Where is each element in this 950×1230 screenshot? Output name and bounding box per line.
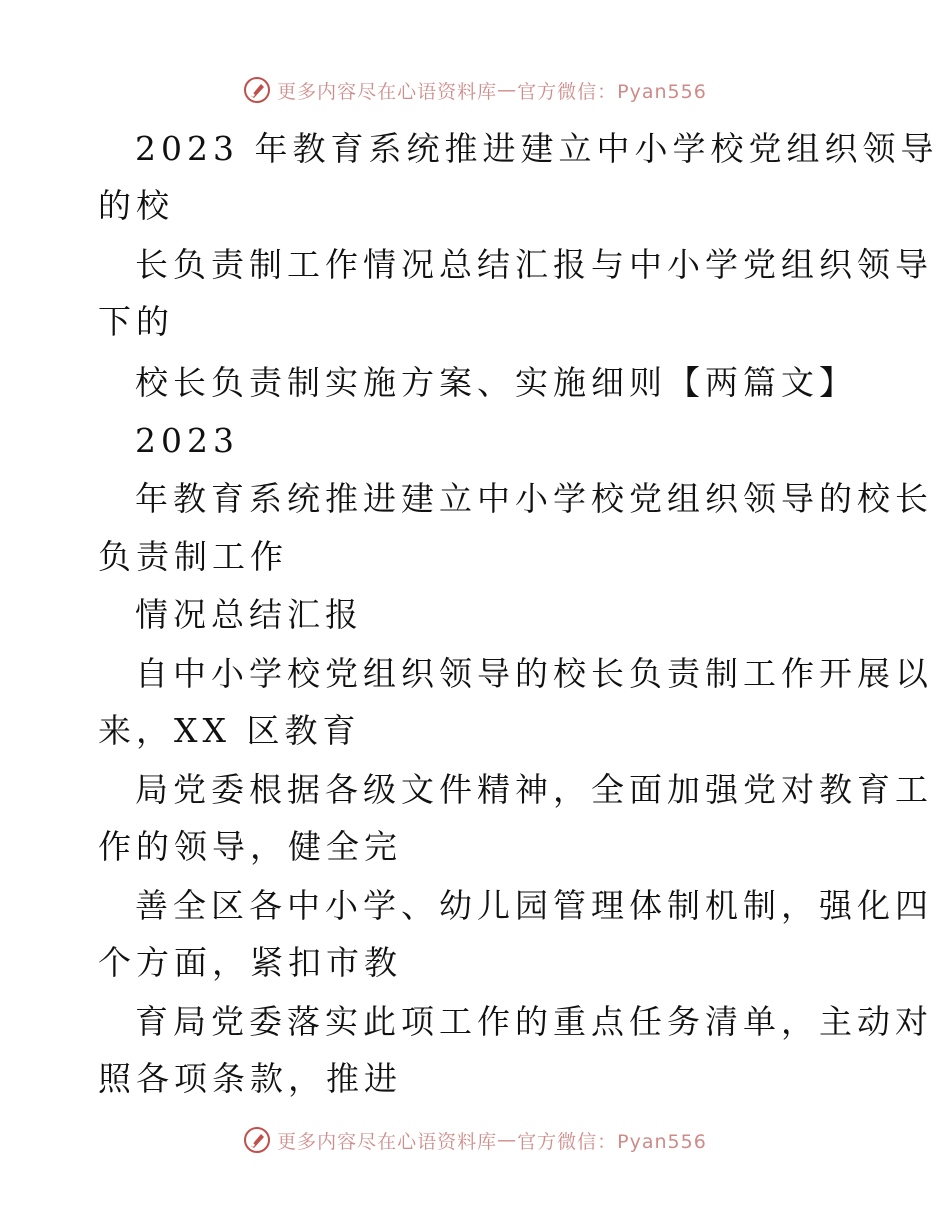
title-line-2: 的校 xyxy=(98,186,174,225)
paragraph-line-5: 善全区各中小学、幼儿园管理体制机制，强化四 xyxy=(135,886,933,925)
watermark-text-main: 更多内容尽在心语资料库 xyxy=(277,1130,498,1153)
paragraph-line-1: 自中小学校党组织领导的校长负责制工作开展以 xyxy=(135,654,933,693)
subtitle-line-4: 情况总结汇报 xyxy=(135,595,363,634)
title-line-1: 2023 年教育系统推进建立中小学校党组织领导 xyxy=(135,129,939,168)
pen-nib-icon xyxy=(243,1126,271,1154)
title-line-4: 下的 xyxy=(98,302,174,341)
watermark-dash: — xyxy=(497,1129,518,1151)
watermark-text-wechat: 官方微信：Pyan556 xyxy=(517,1130,707,1153)
header-watermark xyxy=(0,70,950,110)
paragraph-line-3: 局党委根据各级文件精神，全面加强党对教育工 xyxy=(135,770,933,809)
subtitle-line-3: 负责制工作 xyxy=(98,537,288,576)
watermark-text-wechat: 官方微信：Pyan556 xyxy=(517,80,707,103)
title-line-5: 校长负责制实施方案、实施细则【两篇文】 xyxy=(135,363,857,402)
footer-watermark xyxy=(0,1120,950,1160)
watermark-text-main: 更多内容尽在心语资料库 xyxy=(277,80,498,103)
paragraph-line-2: 来，XX 区教育 xyxy=(98,711,361,750)
subtitle-line-1: 2023 xyxy=(135,421,239,460)
title-line-3: 长负责制工作情况总结汇报与中小学党组织领导 xyxy=(135,245,933,284)
subtitle-line-2: 年教育系统推进建立中小学校党组织领导的校长 xyxy=(135,479,933,518)
watermark-dash: — xyxy=(497,79,518,101)
paragraph-line-4: 作的领导，健全完 xyxy=(98,827,402,866)
pen-nib-icon xyxy=(243,76,271,104)
paragraph-line-6: 个方面，紧扣市教 xyxy=(98,943,402,982)
paragraph-line-8: 照各项条款，推进 xyxy=(98,1059,402,1098)
paragraph-line-7: 育局党委落实此项工作的重点任务清单，主动对 xyxy=(135,1002,933,1041)
